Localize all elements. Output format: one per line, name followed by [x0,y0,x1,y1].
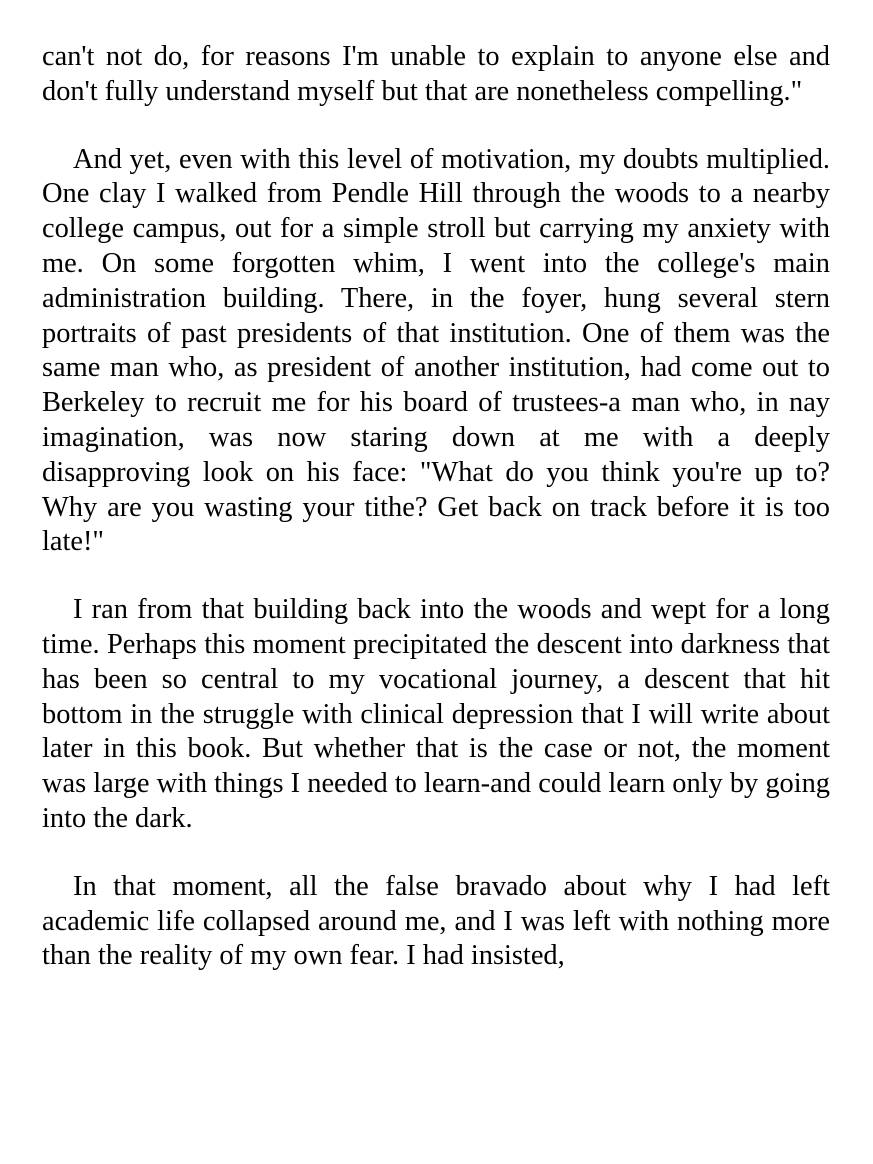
page-body [42,40,830,1007]
paragraph-woods: I ran from that building back into the woods and wept for a long time. Perhaps this moment precipitated the descent into darkness that has been so central to my vocational journey, a descent that hit bottom in the struggle with clinical depression that I will write about later in this book. But whether that is the case or not, the moment was large with things I needed to learn-and could learn only by going into the dark. [42,594,830,834]
paragraph-bravado: In that moment, all the false bravado about why I had left academic life collapsed around me, and I was left with nothing more than the reality of my own fear. I had insisted, [42,870,830,972]
paragraph-doubts: And yet, even with this level of motivation, my doubts multiplied. One clay I walked from Pendle Hill through the woods to a nearby college campus, out for a simple stroll but carrying my anxiety with me. On some forgotten whim, I went into the college's main administration building. There, in the foyer, hung several stern portraits of past presidents of that institution. One of them was the same man who, as president of another institution, had come out to Berkeley to recruit me for his board of trustees-a man who, in nay imagination, was now staring down at me with a deeply disapproving look on his face: "What do you think you're up to? Why are you wasting your tithe? Get back on track before it is too late!" [42,143,830,558]
paragraph-continued: can't not do, for reasons I'm unable to explain to anyone else and don't fully understand myself but that are nonetheless compelling." [42,41,830,107]
